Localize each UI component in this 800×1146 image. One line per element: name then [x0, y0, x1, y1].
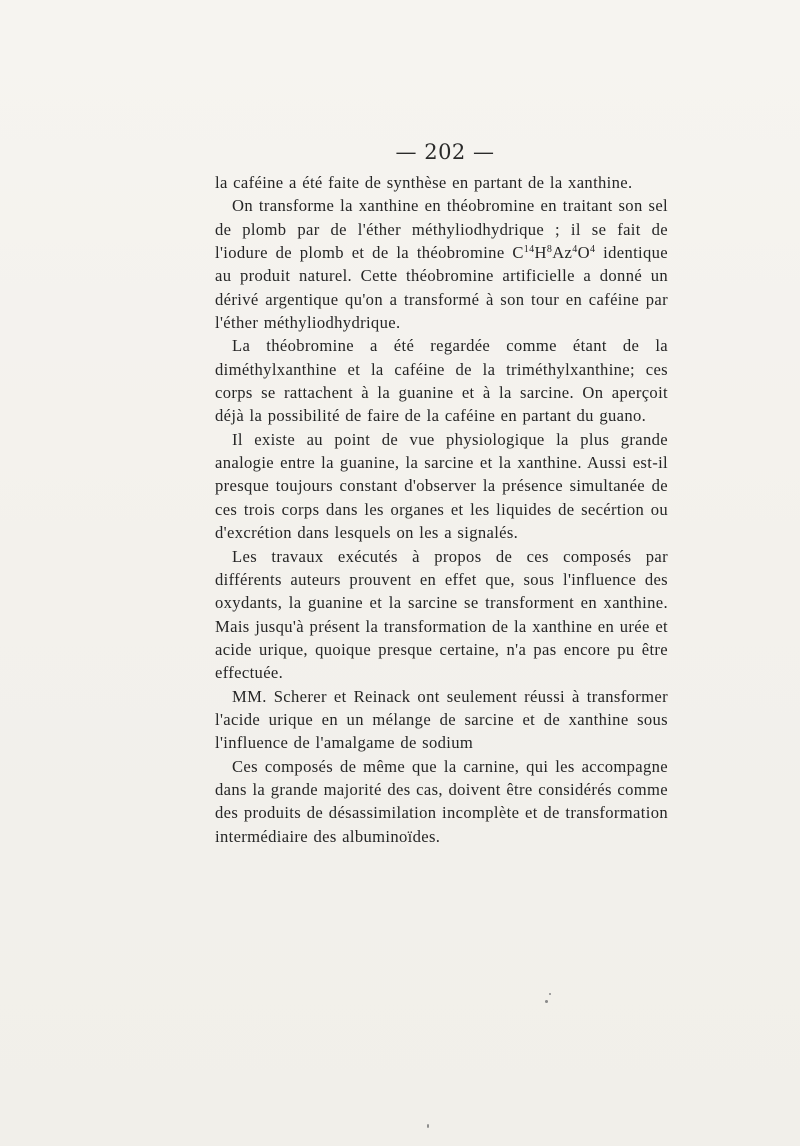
page-number: — 202 —: [395, 140, 495, 164]
paper-speck: [549, 993, 551, 995]
paragraph-2-continued: identique au produit naturel. Cette théobromine artificielle a donné un dérivé argentique qu'on a transformé à son tour en caféine par l'éther méthyliodhydrique.: [215, 243, 669, 333]
paragraph-3: La théobromine a été regardée comme étant de la diméthylxanthine et la caféine de la triméthylxanthine; ces corps se rattachent à la guanine et à la sarcine. On aperçoit déjà la possibilité de faire de la caféine en partant du guano.: [215, 336, 668, 426]
paragraph-5: Les travaux exécutés à propos de ces composés par différents auteurs prouvent en effet que, sous l'influence des oxydants, la guanine et la sarcine se transforment en xanthine. Mais jusqu'à présent la transformation de la xanthine en urée et acide urique, quoique presque certaine, n'a pas encore pu être effectuée.: [215, 546, 668, 683]
paper-speck: [427, 1124, 429, 1128]
body-text: [215, 171, 668, 848]
paragraph-7: Ces composés de même que la carnine, qui les accompagne dans la grande majorité des cas, doivent être considérés comme des produits de désassimilation incomplète et de transformation intermédiaire des albuminoïdes.: [215, 756, 668, 846]
paragraph-4: Il existe au point de vue physiologique la plus grande analogie entre la guanine, la sarcine et la xanthine. Aussi est-il presque toujours constant d'observer la présence simultanée de ces trois corps dans les organes et les liquides de secértion ou d'excrétion dans lesquels on les a signalés.: [215, 429, 668, 543]
chemical-formula: $C^{14}H^8Az^4O^4$: [512, 243, 596, 263]
paragraph-6: MM. Scherer et Reinack ont seulement réussi à transformer l'acide urique en un mélange de sarcine et de xanthine sous l'influence de l'amalgame de sodium: [215, 686, 668, 753]
paragraph-1: la caféine a été faite de synthèse en partant de la xanthine.: [215, 173, 633, 192]
paragraph-2: [215, 194, 668, 334]
paper-speck: [545, 1000, 548, 1003]
paragraph-2-text: On transforme la xanthine en théobromine en traitant son sel de plomb par de l'éther méthyliodhydrique ; il se fait de l'iodure de plomb et de la théobromine: [215, 196, 668, 263]
